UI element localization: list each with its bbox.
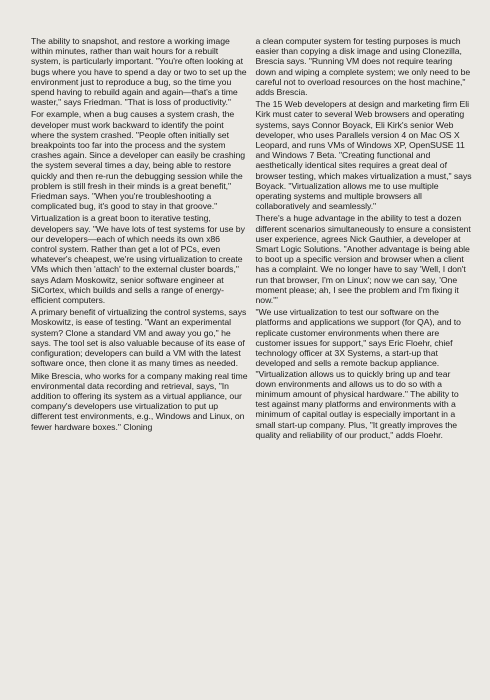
paragraph: The 15 Web developers at design and marketing firm Eli Kirk must cater to several Web browsers and operating systems, says Connor Boyack, Eli Kirk's senior Web developer, who uses Parallels version 4 on Mac OS X Leopard, and runs VMs of Windows XP, OpenSUSE 11 and Windows 7 Beta. "Creating functional and aesthetically identical sites requires a great deal of browser testing, which makes virtualization a must," says Boyack. "Virtualization allows me to use multiple operating systems and multiple browsers all collaboratively and seamlessly." (255, 99, 472, 212)
paragraph: For example, when a bug causes a system crash, the developer must work backward to identify the point where the system crashed. "People often initially set breakpoints too far into the process and the system crashes again. Since a developer can easily be crashing the system several times a day, being able to restore quickly and then re-run the debugging session while the problem is still fresh in their minds is a great benefit," Friedman says. "When you're troubleshooting a complicated bug, it's good to stay in that groove." (31, 109, 246, 212)
paragraph: Virtualization is a great boon to iterative testing, developers say. "We have lots of test systems for use by our developers—each of which needs its own x86 control system. Rather than get a lot of PCs, even whatever's cheapest, we're using virtualization to create VMs which then 'attach' to the external cluster boards," says Adam Moskowitz, senior software engineer at SiCortex, which builds and sells a range of energy-efficient computers. (31, 213, 245, 306)
right-column (256, 36, 473, 700)
left-column (31, 36, 248, 700)
paragraph: "We use virtualization to test our software on the platforms and applications we support (for QA), and to replicate customer environments when there are customer issues for support," says Eric Floehr, chief technology officer at 3X Systems, a start-up that developed and sells a remote backup appliance. "Virtualization allows us to quickly bring up and tear down environments and allows us to do so with a minimum amount of physical hardware." The ability to test against many platforms and environments with a minimum of capital outlay is especially important in a small start-up company. Plus, "It greatly improves the quality and reliability of our product," adds Floehr. (255, 307, 461, 440)
paragraph: A primary benefit of virtualizing the control systems, says Moskowitz, is ease of testing. "Want an experimental system? Clone a standard VM and away you go," he says. The tool set is also valuable because of its ease of configuration; developers can build a VM with the latest software once, then clone it as many times as needed. (31, 307, 247, 369)
paragraph: a clean computer system for testing purposes is much easier than copying a disk image and using Clonezilla, Brescia says. "Running VM does not require tearing down and wiping a complete system; we only need to be careful not to overload resources on the host machine," adds Brescia. (255, 36, 471, 98)
paragraph: Mike Brescia, who works for a company making real time environmental data recording and retrieval, says, "In addition to offering its system as a virtual appliance, our company's developers use virtualization to put up different test environments, e.g., Windows and Linux, on fewer hardware boxes." Cloning (31, 370, 248, 432)
paragraph: The ability to snapshot, and restore a working image within minutes, rather than wait hours for a rebuilt system, is particularly important. "You're often looking at bugs where you have to spend a day or two to set up the environment just to reproduce a bug, so the time you spend having to rebuild again and again—that's a time waster," says Friedman. "That is loss of productivity." (31, 36, 247, 108)
paragraph: There's a huge advantage in the ability to test a dozen different scenarios simultaneously to ensure a consistent user experience, agrees Nick Gauthier, a developer at Smart Logic Solutions. "Another advantage is being able to boot up a specific version and browser when a client has a complaint. We no longer have to say 'Well, I don't run that browser, I'm on Linux'; now we can say, 'One moment please; ah, I see the problem and I'm fixing it now.'" (255, 213, 471, 306)
